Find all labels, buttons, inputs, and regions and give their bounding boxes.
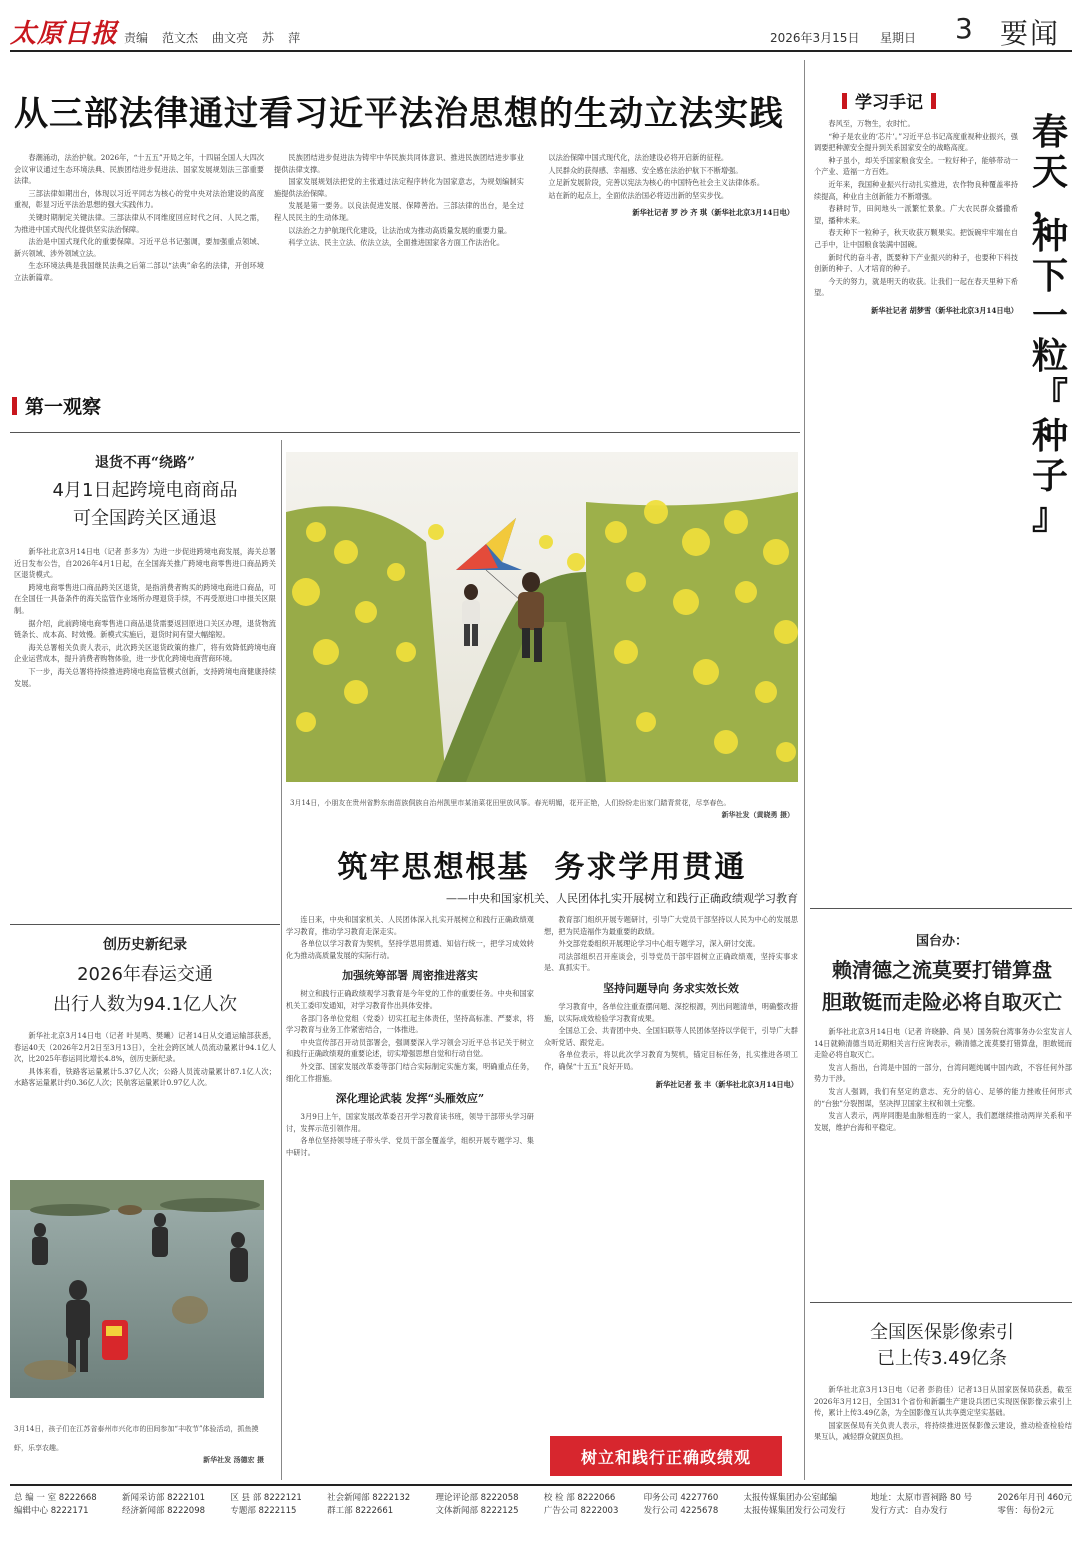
paragraph: 近年来，我国种业振兴行动扎实推进，农作物良种覆盖率持续提高，种业自主创新能力不断增强。 xyxy=(814,179,1018,201)
divider xyxy=(810,1302,1072,1303)
footer-cell: 区 县 部 8222121 xyxy=(230,1493,302,1503)
paragraph: 各部门各单位党组（党委）切实扛起主体责任，坚持高标准、严要求，将学习教育与业务工作紧密结合，一体推进。 xyxy=(286,1013,534,1035)
springrush-body xyxy=(14,1030,276,1170)
editor-name: 萍 xyxy=(288,31,301,45)
paragraph: 新华社北京3月14日电（记者 彭多为）为进一步促进跨境电商发展，海关总署近日发布公告，自2026年4月1日起，在全国海关推广跨境电商零售进口商品跨关区退货模式。 xyxy=(14,547,276,580)
title-char: 种 xyxy=(1031,215,1068,257)
footer-column xyxy=(435,1492,518,1518)
ecommerce-body xyxy=(14,546,276,924)
masthead-rule xyxy=(10,50,1072,52)
editor-label: 责编 xyxy=(124,31,149,45)
footer-cell: 社会新闻部 8222132 xyxy=(327,1493,411,1503)
page-name: 要闻 xyxy=(1000,17,1061,50)
edu-subhead: 深化理论武装 发挥“头雁效应” xyxy=(335,1092,485,1106)
paragraph: 3月9日上午，国家发展改革委召开学习教育读书班，领导干部带头学习研讨，发挥示范引领作用。 xyxy=(286,1112,534,1133)
taiwan-headline-1: 赖清德之流莫要打错算盘 xyxy=(832,958,1052,982)
paragraph: 春风至，万物生，农时忙。 xyxy=(828,119,915,128)
paragraph: 发展是第一要务。以良法促进发展、保障善治。三部法律的出台，是全过程人民民主的生动体现。 xyxy=(274,201,524,222)
taiwan-body xyxy=(814,1026,1072,1296)
paragraph: 关键时期制定关键法律。三部法律从不同维度回应时代之问、人民之需，为推进中国式现代化提供坚实法治保障。 xyxy=(14,212,264,234)
lead-byline: 新华社记者 罗 沙 齐 琪（新华社北京3月14日电） xyxy=(632,208,794,218)
medical-headline-2: 已上传3.49亿条 xyxy=(876,1348,1008,1369)
paragraph: 民族团结进步促进法为铸牢中华民族共同体意识、推进民族团结进步事业提供法律支撑。 xyxy=(274,153,524,174)
edu-column xyxy=(286,914,534,1474)
footer-cell: 群工部 8222661 xyxy=(327,1506,394,1516)
footer-cell: 经济新闻部 8222098 xyxy=(121,1506,206,1516)
paragraph: 教育部门组织开展专题研讨，引导广大党员干部坚持以人民为中心的发展思想，把为民造福作为最重要的政绩。 xyxy=(544,915,798,936)
paragraph: 以法治保障中国式现代化，法治建设必将开启新的征程。 xyxy=(548,153,729,162)
paragraph: 种子虽小，却关乎国家粮食安全。一粒好种子，能够带动一个产业、造福一方百姓。 xyxy=(814,155,1018,177)
footer-contacts xyxy=(14,1492,1072,1518)
paragraph: 跨境电商零售进口商品跨关区退货，是指消费者购买的跨境电商进口商品，可在全国任一具备条件的海关监管作业场所办理退货手续，不再受原进口申报关区限制。 xyxy=(14,582,276,615)
title-char: 子 xyxy=(1031,455,1068,497)
paragraph: 各单位以学习教育为契机，坚持学思用贯通、知信行统一，把学习成效转化为推动高质量发展的实际行动。 xyxy=(286,939,534,960)
edu-subhead: 加强统筹部署 周密推进落实 xyxy=(342,969,478,983)
issue-weekday: 星期日 xyxy=(880,31,917,45)
paragraph: 新华社北京3月14日电（记者 许晓静、尚 昊）国务院台湾事务办公室发言人14日就赖清德当局近期相关言行应询表示，赖清德之流莫要打错算盘，胆敢铤而走险必将自取灭亡。 xyxy=(814,1027,1072,1060)
paragraph: 发言人表示，两岸同胞是血脉相连的一家人，我们愿继续推动两岸关系和平发展，维护台海和平稳定。 xyxy=(814,1111,1072,1132)
footer-column xyxy=(871,1492,972,1518)
paragraph: 今天的努力，就是明天的收获。让我们一起在春天里种下希望。 xyxy=(814,276,1018,298)
medical-headline-1: 全国医保影像索引 xyxy=(870,1322,1014,1343)
footer-column xyxy=(14,1492,97,1518)
issue-date: 2026年3月15日 xyxy=(770,31,860,45)
caption-text: 3月14日，小朋友在贵州省黔东南苗族侗族自治州凯里市某油菜花田里放风筝。春光明媚，花开正艳，人们纷纷走出家门踏青赏花，尽享春色。 xyxy=(290,799,731,807)
red-bar xyxy=(931,93,936,109)
paragraph: 司法部组织召开座谈会，引导党员干部牢固树立正确政绩观，坚持实事求是、真抓实干。 xyxy=(544,951,798,973)
paragraph: 下一步，海关总署将持续推进跨境电商监管模式创新，支持跨境电商健康持续发展。 xyxy=(14,666,276,688)
footer-cell: 太报传媒集团发行公司发行 xyxy=(743,1506,846,1516)
title-char: ， xyxy=(1031,183,1068,225)
newspaper-logo: 太原日报 xyxy=(10,19,119,49)
springrush-headline-1: 2026年春运交通 xyxy=(77,964,213,985)
paragraph: 树立和践行正确政绩观学习教育是今年党的工作的重要任务。中央和国家机关工委印发通知，对学习教育作出具体安排。 xyxy=(286,989,534,1010)
paragraph: 各单位表示，将以此次学习教育为契机，锚定目标任务，扎实推进各项工作，确保“十五五”良好开局。 xyxy=(544,1050,798,1071)
kite-flowers-image xyxy=(286,452,798,782)
footer-rule xyxy=(10,1484,1072,1486)
banner-text: 树立和践行正确政绩观 xyxy=(580,1447,751,1467)
ecommerce-headline-1: 4月1日起跨境电商商品 xyxy=(52,480,238,501)
paragraph: 立足新发展阶段，完善以宪法为核心的中国特色社会主义法律体系。 xyxy=(548,178,765,188)
title-char: 粒 xyxy=(1031,335,1068,377)
essay-body xyxy=(814,118,1018,888)
footer-column xyxy=(122,1492,205,1518)
footer-cell: 理论评论部 8222058 xyxy=(435,1493,519,1503)
paragraph: 以法治之力护航现代化建设，让法治成为推动高质量发展的重要力量。 xyxy=(288,225,512,235)
section-label-text: 学习手记 xyxy=(855,93,923,113)
essay-byline: 新华社记者 胡梦雪（新华社北京3月14日电） xyxy=(871,305,1018,315)
paragraph: 新华社北京3月13日电（记者 彭韵佳）记者13日从国家医保局获悉，截至2026年3月12日，全国31个省份和新疆生产建设兵团已实现医保影像云索引上传，累计上传3.49亿条，为全国影像互认共享奠定坚实基础。 xyxy=(814,1385,1072,1418)
paragraph: 国家发展规划法把党的主张通过法定程序转化为国家意志，为规划编制实施提供法治保障。 xyxy=(274,177,524,198)
edu-headline: 筑牢思想根基 务求学用贯通 xyxy=(337,850,747,885)
paragraph: 春潮涌动，法治护航。2026年，“十五五”开局之年，十四届全国人大四次会议审议通过生态环境法典、民族团结进步促进法、国家发展规划法三部重要法律。 xyxy=(14,153,264,186)
editor-name: 苏 xyxy=(262,31,275,45)
footer-cell: 编辑中心 8222171 xyxy=(14,1506,89,1516)
footer-cell: 发行方式：自办发行 xyxy=(870,1506,948,1516)
footer-cell: 总 编 一 室 8222668 xyxy=(14,1493,97,1503)
title-char: 『 xyxy=(1031,375,1068,417)
photo-kite-flowers xyxy=(286,452,798,782)
red-bar xyxy=(12,397,17,415)
ecommerce-headline-2: 可全国跨关区通退 xyxy=(73,508,217,529)
paragraph: 科学立法、民主立法、依法立法，全面推进国家各方面工作法治化。 xyxy=(288,238,505,248)
footer-column xyxy=(997,1492,1072,1518)
title-char: 』 xyxy=(1031,495,1068,537)
medical-body xyxy=(814,1384,1072,1480)
footer-column xyxy=(744,1492,846,1518)
red-bar xyxy=(842,93,847,109)
paragraph: 各单位坚持领导班子带头学、党员干部全覆盖学，组织开展专题学习、集中研讨。 xyxy=(286,1136,534,1157)
footer-column xyxy=(544,1492,619,1518)
taiwan-headline-2: 胆敢铤而走险必将自取灭亡 xyxy=(822,990,1062,1014)
springrush-headline-2: 出行人数为94.1亿人次 xyxy=(52,994,238,1015)
paragraph: 国家医保局有关负责人表示，将持续推进医保影像云建设，推动检查检验结果互认，减轻群众就医负担。 xyxy=(814,1420,1072,1442)
caption-text: 3月14日，孩子们在江苏省泰州市兴化市的田间参加“丰收节”体验活动，抓鱼摸虾，乐享农趣。 xyxy=(14,1425,259,1452)
title-char: 一 xyxy=(1031,295,1068,337)
paragraph: 站在新的起点上，全面依法治国必将迈出新的坚实步伐。 xyxy=(548,190,729,200)
divider xyxy=(10,432,800,433)
edu-byline: 新华社记者 张 丰（新华社北京3月14日电） xyxy=(655,1079,798,1089)
paragraph: 中央宣传部召开动员部署会，强调要深入学习领会习近平总书记关于树立和践行正确政绩观的重要论述，切实增强思想自觉和行动自觉。 xyxy=(286,1037,534,1059)
divider xyxy=(10,924,280,925)
photo-credit: 新华社发（黄晓勇 摄） xyxy=(721,810,794,819)
paragraph: 连日来，中央和国家机关、人民团体深入扎实开展树立和践行正确政绩观学习教育，推动学习教育走深走实。 xyxy=(286,915,534,936)
edu-banner xyxy=(550,1436,782,1476)
footer-cell: 太报传媒集团办公室邮编 xyxy=(743,1493,838,1503)
footer-cell: 专题部 8222115 xyxy=(230,1506,297,1516)
footer-column xyxy=(327,1492,410,1518)
divider-vertical xyxy=(281,440,282,1480)
lead-column xyxy=(274,152,524,414)
divider xyxy=(810,908,1072,909)
footer-cell: 印务公司 4227760 xyxy=(643,1493,719,1503)
paragraph: 人民群众的获得感、幸福感、安全感在法治护航下不断增强。 xyxy=(548,165,743,175)
section-label-first-observation xyxy=(12,392,101,419)
section-label-text: 第一观察 xyxy=(25,396,102,418)
paragraph: 春耕时节，田间地头一派繁忙景象。广大农民群众播撒希望，播种未来。 xyxy=(814,204,1018,225)
title-char: 种 xyxy=(1031,415,1068,457)
title-char: 春 xyxy=(1031,111,1068,153)
paragraph: 发言人指出，台湾是中国的一部分，台湾问题纯属中国内政，不容任何外部势力干涉。 xyxy=(814,1062,1072,1084)
paragraph: 三部法律如期出台，体现以习近平同志为核心的党中央对法治建设的高度重视，彰显习近平法治思想的强大实践伟力。 xyxy=(14,188,264,210)
photo-credit: 新华社发 汤德宏 摄 xyxy=(203,1455,264,1464)
footer-column xyxy=(230,1492,301,1518)
edu-subhead: 坚持问题导向 务求实效长效 xyxy=(603,981,739,995)
footer-cell: 新闻采访部 8222101 xyxy=(121,1493,206,1503)
paragraph: 新华社北京3月14日电（记者 叶昊鸣、樊曦）记者14日从交通运输部获悉，春运40天（2026年2月2日至3月13日），全社会跨区域人员流动量累计94.1亿人次，比2025年春运同比增长4.8%，创历史新纪录。 xyxy=(14,1031,276,1064)
paragraph: 海关总署相关负责人表示，此次跨关区退货政策的推广，将有效降低跨境电商企业运营成本，提升消费者购物体验，进一步优化跨境电商营商环境。 xyxy=(14,642,276,664)
section-label-study-notes xyxy=(842,88,936,113)
paragraph: 全国总工会、共青团中央、全国妇联等人民团体坚持以学促干，引导广大群众听党话、跟党走。 xyxy=(544,1026,798,1047)
paragraph: 生态环境法典是我国继民法典之后第二部以“法典”命名的法律，开创环境立法新篇章。 xyxy=(14,261,264,282)
paragraph: 据介绍，此前跨境电商零售进口商品退货需要返回原进口关区办理，退货物流链条长、成本高、时效慢。新模式实施后，退货时间有望大幅缩短。 xyxy=(14,618,276,640)
paragraph: 外交部党委组织开展理论学习中心组专题学习，深入研讨交流。 xyxy=(558,939,760,949)
footer-column xyxy=(644,1492,719,1518)
divider-vertical xyxy=(804,60,805,1480)
field-fishing-image xyxy=(10,1180,264,1398)
ecommerce-kicker: 退货不再“绕路” xyxy=(94,455,196,471)
page-number: 3 xyxy=(955,12,973,45)
edu-subtitle: ——中央和国家机关、人民团体扎实开展树立和践行正确政绩观学习教育 xyxy=(446,892,798,905)
paragraph: 新时代的奋斗者，既要种下产业振兴的种子，也要种下科技创新的种子、人才培育的种子。 xyxy=(814,252,1018,274)
paragraph: 发言人强调，我们有坚定的意志、充分的信心、足够的能力挫败任何形式的“台独”分裂图谋，坚决捍卫国家主权和领土完整。 xyxy=(814,1086,1072,1108)
paragraph: 具体来看，铁路客运量累计5.37亿人次；公路人员流动量累计87.1亿人次；水路客运量累计约0.36亿人次；民航客运量累计0.97亿人次。 xyxy=(14,1066,276,1088)
title-char: 天 xyxy=(1031,151,1068,193)
footer-cell: 文体新闻部 8222125 xyxy=(435,1506,519,1516)
photo-field-fishing xyxy=(10,1180,264,1398)
editor-name: 范文杰 xyxy=(162,31,199,45)
main-photo-caption xyxy=(290,790,794,824)
editor-credits xyxy=(124,29,300,46)
lead-headline: 从三部法律通过看习近平法治思想的生动立法实践 xyxy=(14,94,784,134)
footer-cell: 地址：太原市晋祠路 80 号 xyxy=(870,1493,973,1503)
paragraph: 外交部、国家发展改革委等部门结合实际制定实施方案，明确重点任务，细化工作措施。 xyxy=(286,1061,534,1083)
left-photo-caption xyxy=(14,1416,264,1478)
footer-cell: 2026年月刊 460元 xyxy=(997,1493,1072,1503)
lead-column xyxy=(534,152,794,414)
essay-vertical-title xyxy=(1026,112,1074,536)
taiwan-kicker: 国台办： xyxy=(915,934,968,949)
paragraph: 学习教育中，各单位注重查摆问题、深挖根源，列出问题清单，明确整改措施，以实际成效检验学习教育成果。 xyxy=(544,1001,798,1023)
paragraph: “种子是农业的‘芯片’。”习近平总书记高度重视种业振兴，强调要把种源安全提升到关系国家安全的战略高度。 xyxy=(814,131,1018,153)
paragraph: 春天种下一粒种子，秋天收获万颗果实。把饭碗牢牢端在自己手中，让中国粮食装满中国碗。 xyxy=(814,228,1018,249)
footer-cell: 零售：每份2元 xyxy=(997,1506,1054,1516)
springrush-kicker: 创历史新纪录 xyxy=(103,937,187,953)
editor-name: 曲文亮 xyxy=(212,31,249,45)
footer-cell: 校 检 部 8222066 xyxy=(543,1493,616,1503)
title-char: 下 xyxy=(1031,255,1068,297)
footer-cell: 广告公司 8222003 xyxy=(543,1506,619,1516)
paragraph: 法治是中国式现代化的重要保障。习近平总书记强调，要加强重点领域、新兴领域、涉外领域立法。 xyxy=(14,237,264,258)
masthead xyxy=(0,0,1080,54)
footer-cell: 发行公司 4225678 xyxy=(643,1506,719,1516)
edu-column xyxy=(544,914,798,1424)
lead-column xyxy=(14,152,264,384)
